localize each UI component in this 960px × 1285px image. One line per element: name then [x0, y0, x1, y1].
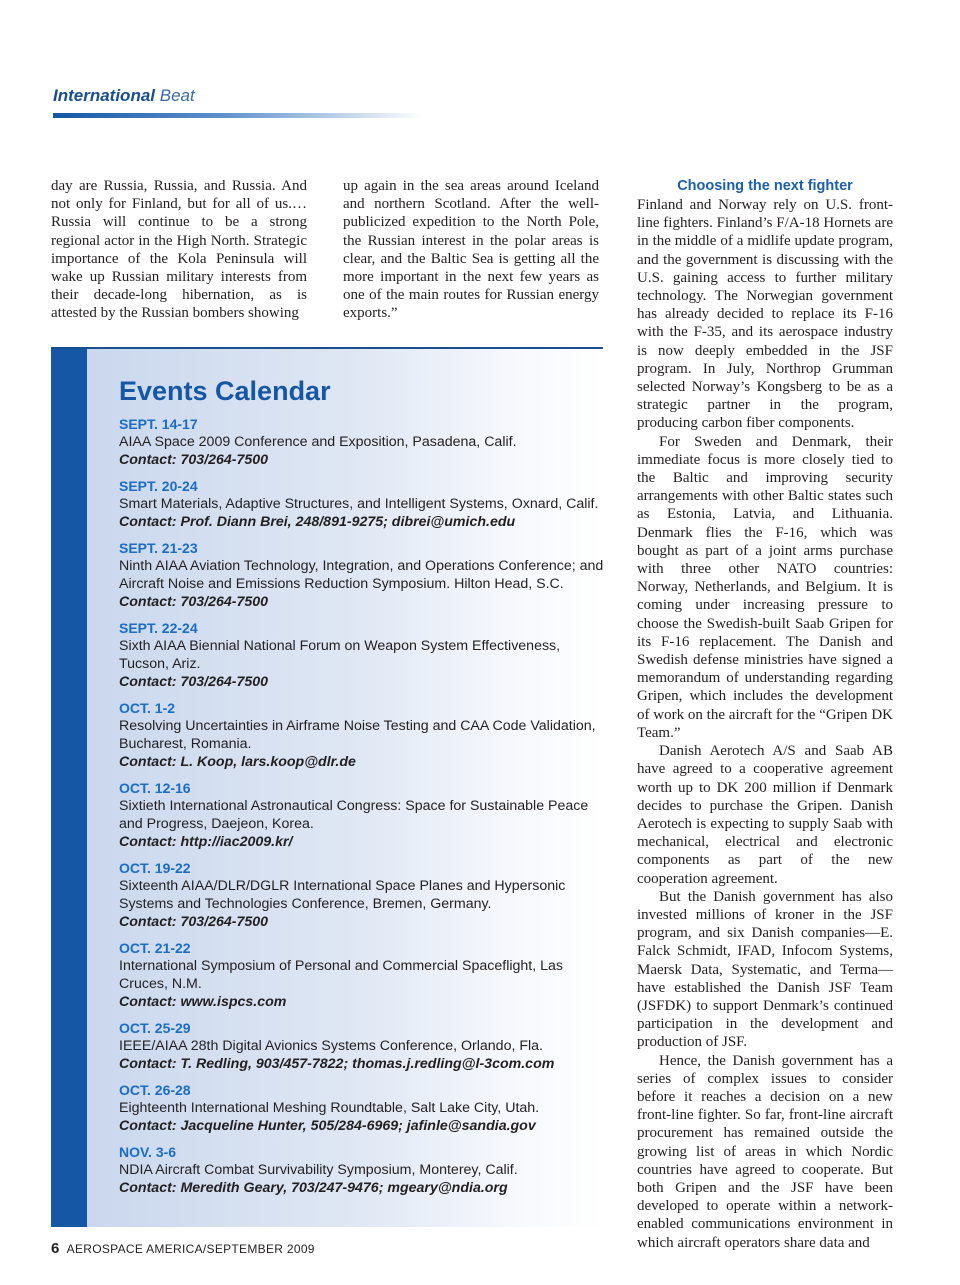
event-item — [119, 619, 609, 691]
article-column-1 — [51, 177, 307, 323]
event-contact: Contact: 703/264-7500 — [119, 594, 269, 610]
calendar-side-bar — [51, 349, 87, 1227]
event-description: Smart Materials, Adaptive Structures, and Intelligent Systems, Oxnard, Calif. — [119, 496, 599, 512]
event-date: OCT. 1-2 — [119, 700, 176, 716]
calendar-title: Events Calendar — [119, 376, 331, 406]
column-1-text: day are Russia, Russia, and Russia. And not only for Finland, but for all of us.… Russia will continue to be a strong regional actor in the High North. Strategic importance of the Kola Peninsula will wake up Russian military interests from their decade-long hibernation, as is attested by the Russian bombers showing — [51, 178, 307, 322]
event-description: Sixtieth International Astronautical Congress: Space for Sustainable Peace and Progress, Daejeon, Korea. — [119, 798, 589, 832]
event-item — [119, 699, 609, 771]
event-item — [119, 415, 609, 469]
paragraph: Hence, the Danish government has a series of complex issues to consider before it reaches a decision on a new front-line fighter. So far, front-line aircraft procurement has remained outside the growing list of areas in which Nordic countries have agreed to cooperate. But both Gripen and the JSF have been developed to operate within a network-enabled communications environment in which aircraft operators share data and — [637, 1052, 893, 1251]
event-item — [119, 1081, 609, 1135]
event-contact: Contact: 703/264-7500 — [119, 674, 269, 690]
events-list — [119, 415, 609, 1205]
section-header-light: Beat — [159, 86, 195, 105]
column-2-text: up again in the sea areas around Iceland and northern Scotland. After the well-publicized expedition to the North Pole, the Russian interest in the polar areas is clear, and the Baltic Sea is getting all the more important in the next few years as one of the main routes for Russian energy exports.” — [343, 178, 599, 322]
event-description: Eighteenth International Meshing Roundtable, Salt Lake City, Utah. — [119, 1100, 540, 1116]
event-item — [119, 1019, 609, 1073]
paragraph: Finland and Norway rely on U.S. front-line fighters. Finland’s F/A-18 Hornets are in the middle of a midlife update program, and the government is discussing with the U.S. gaining access to further military technology. The Norwegian government has already decided to replace its F-16 with the F-35, and its aerospace industry is now deeply embedded in the JSF program. In July, Northrop Grumman selected Norway’s Kongsberg to be as a strategic partner in the program, producing carbon fiber components. — [637, 197, 893, 432]
page-number: 6 — [51, 1240, 60, 1257]
event-date: OCT. 25-29 — [119, 1020, 191, 1036]
event-contact: Contact: 703/264-7500 — [119, 914, 269, 930]
event-contact: Contact: http://iac2009.kr/ — [119, 834, 293, 850]
event-description: Ninth AIAA Aviation Technology, Integration, and Operations Conference; and Aircraft Noise and Emissions Reduction Symposium. Hilton Head, S.C. — [119, 558, 604, 592]
event-description: International Symposium of Personal and Commercial Spaceflight, Las Cruces, N.M. — [119, 958, 563, 992]
event-item — [119, 939, 609, 1011]
event-description: Sixteenth AIAA/DLR/DGLR International Space Planes and Hypersonic Systems and Technologies Conference, Bremen, Germany. — [119, 878, 566, 912]
event-date: SEPT. 21-23 — [119, 540, 198, 556]
event-item — [119, 477, 609, 531]
event-contact: Contact: Prof. Diann Brei, 248/891-9275; dibrei@umich.edu — [119, 514, 516, 530]
event-description: NDIA Aircraft Combat Survivability Symposium, Monterey, Calif. — [119, 1162, 518, 1178]
section-header-bold: International — [53, 86, 156, 105]
article-column-3 — [637, 177, 893, 1252]
event-contact: Contact: L. Koop, lars.koop@dlr.de — [119, 754, 356, 770]
event-item — [119, 1143, 609, 1197]
event-date: SEPT. 20-24 — [119, 478, 198, 494]
publication-name: AEROSPACE AMERICA/SEPTEMBER 2009 — [66, 1242, 315, 1256]
event-date: OCT. 21-22 — [119, 940, 191, 956]
paragraph: But the Danish government has also invested millions of kroner in the JSF program, and six Danish companies—E. Falck Schmidt, IFAD, Infocom Systems, Maersk Data, Systematic, and Terma—have established the Danish JSF Team (JSFDK) to support Denmark’s continued participation in the development and production of JSF. — [637, 888, 893, 1051]
event-item — [119, 859, 609, 931]
event-contact: Contact: www.ispcs.com — [119, 994, 287, 1010]
event-contact: Contact: Jacqueline Hunter, 505/284-6969; jafinle@sandia.gov — [119, 1118, 536, 1134]
paragraph: Danish Aerotech A/S and Saab AB have agreed to a cooperative agreement worth up to DK 200 million if Denmark decides to purchase the Gripen. Danish Aerotech is expecting to supply Saab with mechanical, electrical and electronic components as part of the new cooperation agreement. — [637, 743, 893, 887]
event-contact: Contact: T. Redling, 903/457-7822; thomas.j.redling@l-3com.com — [119, 1056, 555, 1072]
event-item — [119, 539, 609, 611]
event-date: OCT. 12-16 — [119, 780, 191, 796]
event-date: OCT. 26-28 — [119, 1082, 191, 1098]
paragraph: For Sweden and Denmark, their immediate focus is more closely tied to the Baltic and improving security arrangements with other Baltic states such as Estonia, Latvia, and Lithuania. Denmark flies the F-16, which was bought as part of a joint arms purchase with three other NATO countries: Norway, Netherlands, and Belgium. It is coming under increasing pressure to choose the Swedish-built Saab Gripen for its F-16 replacement. The Danish and Swedish defense ministries have signed a memorandum of understanding regarding Gripen, which includes the development of work on the aircraft for the “Gripen DK Team.” — [637, 433, 893, 741]
event-description: AIAA Space 2009 Conference and Exposition, Pasadena, Calif. — [119, 434, 517, 450]
event-description: Sixth AIAA Biennial National Forum on Weapon System Effectiveness, Tucson, Ariz. — [119, 638, 561, 672]
event-date: OCT. 19-22 — [119, 860, 191, 876]
event-contact: Contact: Meredith Geary, 703/247-9476; mgeary@ndia.org — [119, 1180, 508, 1196]
event-description: Resolving Uncertainties in Airframe Noise Testing and CAA Code Validation, Bucharest, Romania. — [119, 718, 596, 752]
event-date: SEPT. 14-17 — [119, 416, 198, 432]
event-contact: Contact: 703/264-7500 — [119, 452, 269, 468]
event-description: IEEE/AIAA 28th Digital Avionics Systems Conference, Orlando, Fla. — [119, 1038, 543, 1054]
event-date: SEPT. 22-24 — [119, 620, 198, 636]
article-column-2 — [343, 177, 599, 323]
section-heading: Choosing the next fighter — [677, 178, 853, 194]
section-header — [53, 86, 195, 106]
page-footer — [51, 1240, 315, 1257]
header-rule — [53, 113, 423, 118]
events-calendar-box — [51, 349, 603, 1227]
event-date: NOV. 3-6 — [119, 1144, 177, 1160]
event-item — [119, 779, 609, 851]
